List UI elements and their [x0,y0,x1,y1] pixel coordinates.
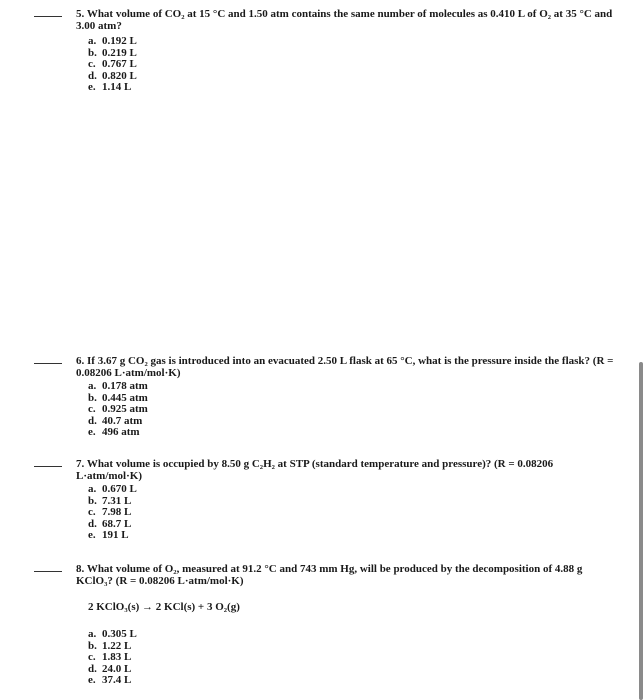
question-text [76,563,616,587]
question-number: 5. [76,8,85,20]
option-list [88,484,137,542]
option-d[interactable]: d. 68.7 L [88,517,132,530]
option-b[interactable]: b. 1.22 L [88,639,132,652]
question-number: 6. [76,355,85,367]
question-number: 8. [76,563,85,575]
option-c[interactable]: c. 1.83 L [88,651,132,663]
question-prompt: What volume of O₂, measured at 91.2 °C and 743 mm Hg, will be produced by the decomposition of 4.88 g KClO₃? (R = 0.08206 L·atm/mol·K) [76,563,583,587]
option-a[interactable]: a. 0.305 L [88,628,137,640]
option-b[interactable]: b. 0.219 L [88,46,137,59]
option-d[interactable]: d. 0.820 L [88,69,137,82]
answer-blank[interactable] [34,16,62,17]
question-number: 7. [76,458,85,470]
option-c[interactable]: c. 0.925 atm [88,403,148,415]
option-c[interactable]: c. 0.767 L [88,58,137,70]
option-e[interactable]: e. 496 atm [88,426,140,438]
option-list [88,381,148,439]
option-d[interactable]: d. 24.0 L [88,662,132,675]
option-d[interactable]: d. 40.7 atm [88,414,143,427]
option-a[interactable]: a. 0.178 atm [88,380,148,392]
option-list [88,629,137,687]
question-prompt: What volume of CO₂ at 15 °C and 1.50 atm contains the same number of molecules as 0.410 L of O₂ at 35 °C and 3.00 atm? [76,8,613,32]
question-prompt: What volume is occupied by 8.50 g C₂H₂ at STP (standard temperature and pressure)? (R = 0.08206 L·atm/mol·K) [76,458,554,482]
option-a[interactable]: a. 0.670 L [88,483,137,495]
option-e[interactable]: e. 37.4 L [88,674,132,686]
option-e[interactable]: e. 1.14 L [88,81,132,93]
option-list [88,36,137,94]
reaction-equation: 2 KClO₃(s) → 2 KCl(s) + 3 O₂(g) [88,601,240,613]
option-c[interactable]: c. 7.98 L [88,506,132,518]
question-text [76,355,616,379]
option-e[interactable]: e. 191 L [88,529,129,541]
answer-blank[interactable] [34,363,62,364]
question-prompt: If 3.67 g CO₂ gas is introduced into an evacuated 2.50 L flask at 65 °C, what is the pressure inside the flask? (R = 0.08206 L·atm/mol·K) [76,355,614,379]
question-text [76,458,616,482]
option-b[interactable]: b. 0.445 atm [88,391,148,404]
option-b[interactable]: b. 7.31 L [88,494,132,507]
scrollbar[interactable] [639,362,643,700]
option-a[interactable]: a. 0.192 L [88,35,137,47]
answer-blank[interactable] [34,466,62,467]
answer-blank[interactable] [34,571,62,572]
question-text [76,8,616,32]
